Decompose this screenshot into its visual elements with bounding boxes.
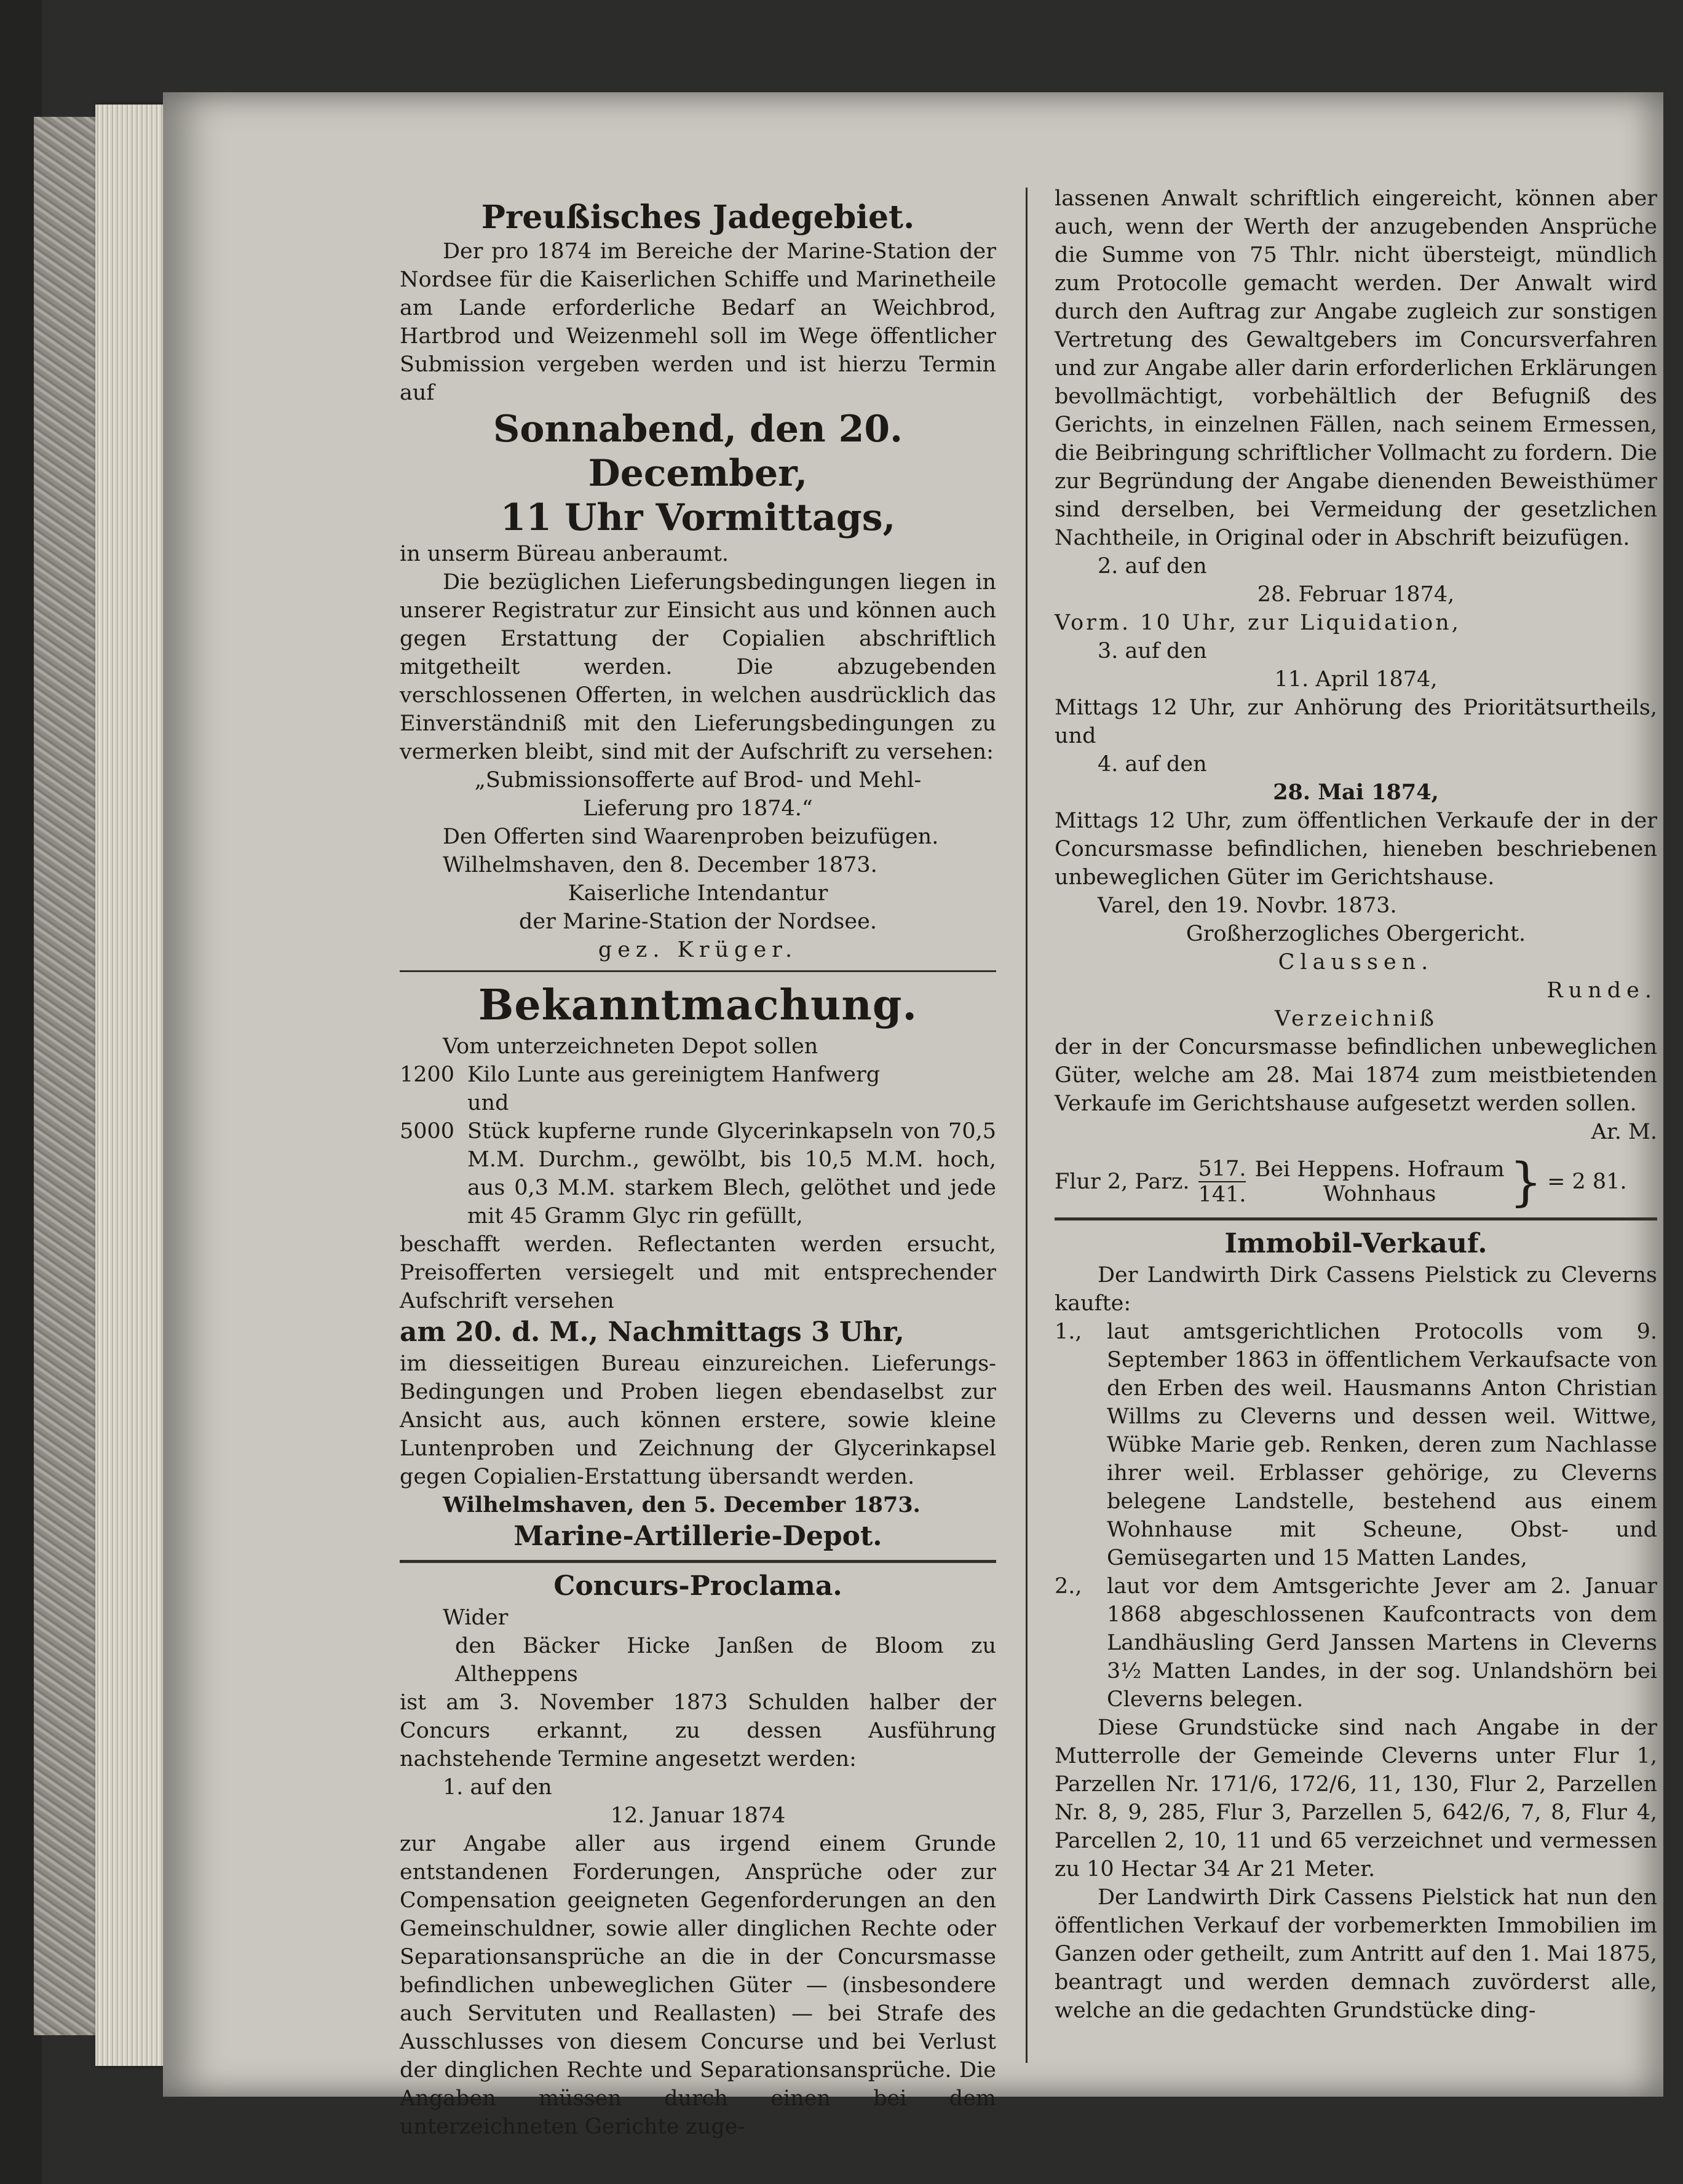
ad4-item-1-text: laut amtsgerichtlichen Protocolls vom 9. September 1863 in öffentlichem Verkaufsacte von den Erben des weil. Hausmanns Anton Christian Willms zu Cleverns und dessen weil. Wittwe, Wübke Marie geb. Renken, deren zum Nachlasse ihrer weil. Erblasser gehörige, zu Cleverns belegene Landstelle, bestehend aus einem Wohnhause mit Scheune, Obst- und Gemüsegarten und 15 Matten Landes, <box>1107 1320 1657 1570</box>
divider <box>400 1560 996 1563</box>
ad1-quote-line2: Lieferung pro 1874.“ <box>583 796 813 821</box>
ad2-und: und <box>467 1091 509 1115</box>
ad3-body: ist am 3. November 1873 Schulden halber der Concurs erkannt, zu dessen Ausführung nachstehende Termine angesetzt werden: <box>400 1690 996 1771</box>
column-divider <box>1026 188 1028 2063</box>
ad3-term-1-body: zur Angabe aller aus irgend einem Grunde entstandenen Forderungen, Ansprüche oder zur Compensation geeigneten Gegenforderungen an den Gemeinschuldner, sowie aller dinglichen Rechte oder Separationsansprüche an die in der Concursmasse befindlichen unbeweglichen Güter — (insbesondere auch Servituten und Reallasten) — bei Strafe des Ausschlusses von diesem Concurse und bei Verlust der dinglichen Rechte und Separationsansprüche. Die Angaben müssen durch einen bei dem unterzeichneten Gerichte zuge- <box>400 1832 996 2139</box>
ad1-signature-3: gez. Krüger. <box>598 938 798 962</box>
parcel-row <box>1055 1152 1657 1212</box>
divider <box>400 970 996 972</box>
term-2: 2. auf den <box>1098 554 1207 579</box>
ad2-date: am 20. d. M., Nachmittags 3 Uhr, <box>400 1316 905 1348</box>
ad4-title: Immobil-Verkauf. <box>1224 1228 1487 1259</box>
ad1-date: Sonnabend, den 20. December, <box>493 408 903 495</box>
ad4-item-2-num: 2., <box>1055 1574 1082 1599</box>
court-name: Großherzogliches Obergericht. <box>1186 922 1526 946</box>
parcel-value: = 2 81. <box>1547 1169 1627 1194</box>
ad2-item-1 <box>400 1061 996 1089</box>
term-3-body: Mittags 12 Uhr, zur Anhörung des Prioritätsurtheils, und <box>1055 695 1657 748</box>
ad2-body2: im diesseitigen Bureau einzureichen. Lieferungs-Bedingungen und Proben liegen ebendaselbst zur Ansicht aus, auch können erstere, sowie kleine Luntenproben und Zeichnung der Glycerinkapsel gegen Copialien-Erstattung übersandt werden. <box>400 1351 996 1489</box>
ad4-item-1-num: 1., <box>1055 1320 1082 1344</box>
parcel-description <box>1254 1157 1504 1206</box>
ad2-item-1-text: Kilo Lunte aus gereinigtem Hanfwerg <box>467 1062 881 1087</box>
divider <box>1055 1217 1657 1221</box>
ad2-intro: Vom unterzeichneten Depot sollen <box>443 1034 818 1059</box>
ad3-wider: Wider <box>443 1605 509 1630</box>
ad4-item-2 <box>1055 1572 1657 1714</box>
ad2-item-2-text: Stück kupferne runde Glycerinkapseln von 70,5 M.M. Durchm., gewölbt, bis 10,5 M.M. hoch, aus 0,3 M.M. starkem Blech, gelöthet und jede mit 45 Gramm Glyc rin gefüllt, <box>467 1119 996 1228</box>
court-dateline: Varel, den 19. Novbr. 1873. <box>1098 893 1397 918</box>
ad4-para3: Der Landwirth Dirk Cassens Pielstick hat nun den öffentlichen Verkauf der vorbemerkten Immobilien im Ganzen oder getheilt, zum Antritt auf den 1. Mai 1875, beantragt und werden demnach zuvörderst alle, welche an die gedachten Grundstücke ding- <box>1055 1885 1657 2023</box>
ad3-debtor: den Bäcker Hicke Janßen de Bloom zu Altheppens <box>455 1634 996 1687</box>
ad1-signature-2: der Marine-Station der Nordsee. <box>519 909 877 934</box>
term-2-date: 28. Februar 1874, <box>1257 582 1455 607</box>
ad1-title: Preußisches Jadegebiet. <box>481 199 915 236</box>
ad4-intro: Der Landwirth Dirk Cassens Pielstick zu Cleverns kaufte: <box>1055 1263 1657 1316</box>
left-column <box>400 198 996 2141</box>
term-2-body: Vorm. 10 Uhr, zur Liquidation, <box>1055 611 1461 635</box>
ad4-item-1 <box>1055 1318 1657 1572</box>
ad2-item-1-qty: 1200 <box>400 1062 455 1087</box>
ad1-time: 11 Uhr Vormittags, <box>500 496 896 539</box>
court-signature-2: Runde. <box>1546 978 1657 1003</box>
ad3-title: Concurs-Proclama. <box>553 1570 842 1602</box>
parcel-desc-1: Bei Heppens. Hofraum <box>1254 1157 1505 1182</box>
term-4-body: Mittags 12 Uhr, zum öffentlichen Verkaufe der in der Concursmasse befindlichen, hieneben beschriebenen unbeweglichen Güter im Gerichtshause. <box>1055 809 1657 890</box>
verzeichnis-unit: Ar. M. <box>1591 1120 1657 1144</box>
ad1-quote-line1: „Submissionsofferte auf Brod- und Mehl- <box>474 768 922 793</box>
parcel-label: Flur 2, Parz. <box>1055 1169 1190 1194</box>
ad1-signature-1: Kaiserliche Intendantur <box>568 881 828 906</box>
ad4-item-2-text: laut vor dem Amtsgerichte Jever am 2. Januar 1868 abgeschlossenen Kaufcontracts von dem Landhäusling Gerd Janssen Martens in Cleverns 3½ Matten Landes, in der sog. Unlandshörn bei Cleverns belegen. <box>1107 1574 1657 1712</box>
verzeichnis-title: Verzeichniß <box>1274 1007 1438 1031</box>
parcel-denominator: 141. <box>1198 1182 1246 1207</box>
brace-glyph: } <box>1509 1152 1543 1212</box>
term-4: 4. auf den <box>1098 752 1207 777</box>
verzeichnis-body: der in der Concursmasse befindlichen unbeweglichen Güter, welche am 28. Mai 1874 zum meistbietenden Verkaufe im Gerichtshause aufgesetzt werden sollen. <box>1055 1035 1657 1116</box>
court-signature-1: Claussen. <box>1278 950 1434 975</box>
right-column <box>1055 184 1657 2025</box>
ad2-item-2-qty: 5000 <box>400 1119 455 1144</box>
ad1-place: in unserm Büreau anberaumt. <box>400 542 729 566</box>
ad2-body: beschafft werden. Reflectanten werden ersucht, Preisofferten versiegelt und mit entsprechender Aufschrift versehen <box>400 1232 996 1313</box>
term-3: 3. auf den <box>1098 639 1207 663</box>
parcel-numerator: 517. <box>1198 1157 1246 1181</box>
page-edges <box>95 105 169 2066</box>
ad3-term-1-date: 12. Januar 1874 <box>610 1803 786 1828</box>
ad2-title: Bekanntmachung. <box>478 981 918 1030</box>
ad1-para2: Die bezüglichen Lieferungsbedingungen liegen in unserer Registratur zur Einsicht aus und können auch gegen Erstattung der Copialien abschriftlich mitgetheilt werden. Die abzugebenden verschlossenen Offerten, in welchen ausdrücklich das Einverständniß mit den Lieferungsbedingungen zu vermerken bleibt, sind mit der Aufschrift zu versehen: <box>400 570 996 764</box>
ad2-signature: Marine-Artillerie-Depot. <box>513 1521 882 1552</box>
term-3-date: 11. April 1874, <box>1274 667 1438 692</box>
ad1-samples: Den Offerten sind Waarenproben beizufügen. <box>443 825 939 849</box>
ad1-body: Der pro 1874 im Bereiche der Marine-Station der Nordsee für die Kaiserlichen Schiffe und Marinetheile am Lande erforderliche Bedarf an Weichbrod, Hartbrod und Weizenmehl soll im Wege öffentlicher Submission vergeben werden und ist hierzu Termin auf <box>400 239 996 405</box>
parcel-fraction <box>1198 1157 1246 1207</box>
ad3-term-1: 1. auf den <box>443 1775 552 1800</box>
ad1-dateline: Wilhelmshaven, den 8. December 1873. <box>443 853 877 877</box>
proclama-continued: lassenen Anwalt schriftlich eingereicht, können aber auch, wenn der Werth der anzugebenden Ansprüche die Summe von 75 Thlr. nicht übersteigt, mündlich zum Protocolle gemacht werden. Der Anwalt wird durch den Auftrag zur Angabe zugleich zur sonstigen Vertretung des Gewaltgebers im Concursverfahren und zur Angabe aller darin erforderlichen Erklärungen bevollmächtigt, vorbehältlich der Befugniß des Gerichts, in einzelnen Fällen, nach seinem Ermessen, die Beibringung schriftlicher Vollmacht zu fordern. Die zur Begründung der Angabe dienenden Beweisthümer sind derselben, bei Vermeidung der gesetzlichen Nachtheile, in Original oder in Abschrift beizufügen. <box>1055 186 1657 550</box>
ad2-dateline: Wilhelmshaven, den 5. December 1873. <box>443 1492 921 1517</box>
term-4-date: 28. Mai 1874, <box>1273 780 1439 805</box>
ad4-para2: Diese Grundstücke sind nach Angabe in der Mutterrolle der Gemeinde Cleverns unter Flur 1, Parzellen Nr. 171/6, 172/6, 11, 130, Flur 2, Parzellen Nr. 8, 9, 285, Flur 3, Parzellen 5, 642/6, 7, 8, Flur 4, Parcellen 2, 10, 11 und 65 verzeichnet und vermessen zu 10 Hectar 34 Ar 21 Meter. <box>1055 1715 1657 1881</box>
parcel-desc-2: Wohnhaus <box>1323 1182 1436 1206</box>
ad2-item-2 <box>400 1117 996 1230</box>
